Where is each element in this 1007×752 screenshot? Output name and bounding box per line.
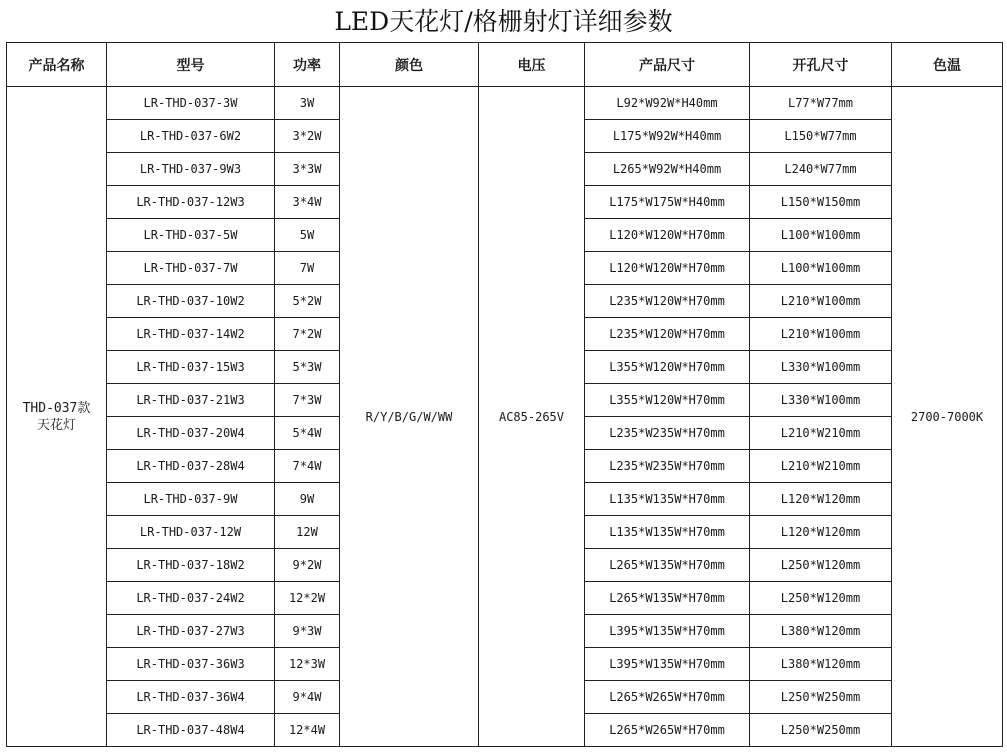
cutout-size-cell: L210*W210mm (750, 450, 892, 483)
cutout-size-cell: L210*W100mm (750, 318, 892, 351)
product-size-cell: L355*W120W*H70mm (585, 384, 750, 417)
model-cell: LR-THD-037-36W4 (107, 681, 275, 714)
model-cell: LR-THD-037-6W2 (107, 120, 275, 153)
product-size-cell: L120*W120W*H70mm (585, 219, 750, 252)
model-cell: LR-THD-037-28W4 (107, 450, 275, 483)
model-cell: LR-THD-037-14W2 (107, 318, 275, 351)
product-size-cell: L135*W135W*H70mm (585, 516, 750, 549)
power-cell: 3W (275, 87, 340, 120)
power-cell: 9W (275, 483, 340, 516)
cutout-size-cell: L150*W77mm (750, 120, 892, 153)
model-cell: LR-THD-037-5W (107, 219, 275, 252)
model-cell: LR-THD-037-12W3 (107, 186, 275, 219)
model-cell: LR-THD-037-10W2 (107, 285, 275, 318)
model-cell: LR-THD-037-24W2 (107, 582, 275, 615)
header-product-name: 产品名称 (7, 43, 107, 87)
power-cell: 7*4W (275, 450, 340, 483)
header-row (7, 43, 1003, 87)
cutout-size-cell: L380*W120mm (750, 615, 892, 648)
product-size-cell: L235*W235W*H70mm (585, 417, 750, 450)
product-size-cell: L395*W135W*H70mm (585, 615, 750, 648)
color-cell: R/Y/B/G/W/WW (340, 87, 479, 747)
power-cell: 5*3W (275, 351, 340, 384)
header-color-temp: 色温 (892, 43, 1003, 87)
model-cell: LR-THD-037-9W (107, 483, 275, 516)
power-cell: 7*3W (275, 384, 340, 417)
power-cell: 7W (275, 252, 340, 285)
cutout-size-cell: L77*W77mm (750, 87, 892, 120)
cutout-size-cell: L330*W100mm (750, 384, 892, 417)
spec-table (6, 42, 1003, 747)
product-size-cell: L175*W175W*H40mm (585, 186, 750, 219)
power-cell: 9*4W (275, 681, 340, 714)
cutout-size-cell: L250*W120mm (750, 549, 892, 582)
cutout-size-cell: L100*W100mm (750, 252, 892, 285)
model-cell: LR-THD-037-3W (107, 87, 275, 120)
power-cell: 9*2W (275, 549, 340, 582)
power-cell: 5W (275, 219, 340, 252)
cutout-size-cell: L250*W250mm (750, 714, 892, 747)
model-cell: LR-THD-037-27W3 (107, 615, 275, 648)
power-cell: 12*3W (275, 648, 340, 681)
color-temp-cell: 2700-7000K (892, 87, 1003, 747)
power-cell: 12W (275, 516, 340, 549)
model-cell: LR-THD-037-18W2 (107, 549, 275, 582)
power-cell: 3*2W (275, 120, 340, 153)
power-cell: 5*4W (275, 417, 340, 450)
power-cell: 3*4W (275, 186, 340, 219)
header-model: 型号 (107, 43, 275, 87)
header-power: 功率 (275, 43, 340, 87)
cutout-size-cell: L240*W77mm (750, 153, 892, 186)
product-size-cell: L265*W135W*H70mm (585, 549, 750, 582)
power-cell: 3*3W (275, 153, 340, 186)
product-size-cell: L265*W92W*H40mm (585, 153, 750, 186)
page-title: LED天花灯/格栅射灯详细参数 (334, 7, 673, 36)
power-cell: 7*2W (275, 318, 340, 351)
power-cell: 12*2W (275, 582, 340, 615)
product-size-cell: L175*W92W*H40mm (585, 120, 750, 153)
cutout-size-cell: L150*W150mm (750, 186, 892, 219)
product-size-cell: L120*W120W*H70mm (585, 252, 750, 285)
header-color: 颜色 (340, 43, 479, 87)
model-cell: LR-THD-037-15W3 (107, 351, 275, 384)
cutout-size-cell: L380*W120mm (750, 648, 892, 681)
model-cell: LR-THD-037-7W (107, 252, 275, 285)
power-cell: 5*2W (275, 285, 340, 318)
model-cell: LR-THD-037-12W (107, 516, 275, 549)
cutout-size-cell: L100*W100mm (750, 219, 892, 252)
cutout-size-cell: L120*W120mm (750, 483, 892, 516)
cutout-size-cell: L120*W120mm (750, 516, 892, 549)
table-body (7, 87, 1003, 747)
model-cell: LR-THD-037-20W4 (107, 417, 275, 450)
model-cell: LR-THD-037-48W4 (107, 714, 275, 747)
product-size-cell: L235*W120W*H70mm (585, 318, 750, 351)
product-size-cell: L265*W265W*H70mm (585, 681, 750, 714)
product-size-cell: L355*W120W*H70mm (585, 351, 750, 384)
model-cell: LR-THD-037-21W3 (107, 384, 275, 417)
product-name-cell: THD-037款 天花灯 (7, 87, 107, 747)
cutout-size-cell: L330*W100mm (750, 351, 892, 384)
header-cutout-size: 开孔尺寸 (750, 43, 892, 87)
product-size-cell: L235*W235W*H70mm (585, 450, 750, 483)
cutout-size-cell: L250*W120mm (750, 582, 892, 615)
product-size-cell: L265*W135W*H70mm (585, 582, 750, 615)
table-row (7, 87, 1003, 120)
product-size-cell: L395*W135W*H70mm (585, 648, 750, 681)
cutout-size-cell: L250*W250mm (750, 681, 892, 714)
product-size-cell: L135*W135W*H70mm (585, 483, 750, 516)
voltage-cell: AC85-265V (479, 87, 585, 747)
power-cell: 9*3W (275, 615, 340, 648)
product-size-cell: L92*W92W*H40mm (585, 87, 750, 120)
header-product-size: 产品尺寸 (585, 43, 750, 87)
product-size-cell: L265*W265W*H70mm (585, 714, 750, 747)
model-cell: LR-THD-037-36W3 (107, 648, 275, 681)
power-cell: 12*4W (275, 714, 340, 747)
product-size-cell: L235*W120W*H70mm (585, 285, 750, 318)
cutout-size-cell: L210*W100mm (750, 285, 892, 318)
model-cell: LR-THD-037-9W3 (107, 153, 275, 186)
header-voltage: 电压 (479, 43, 585, 87)
cutout-size-cell: L210*W210mm (750, 417, 892, 450)
